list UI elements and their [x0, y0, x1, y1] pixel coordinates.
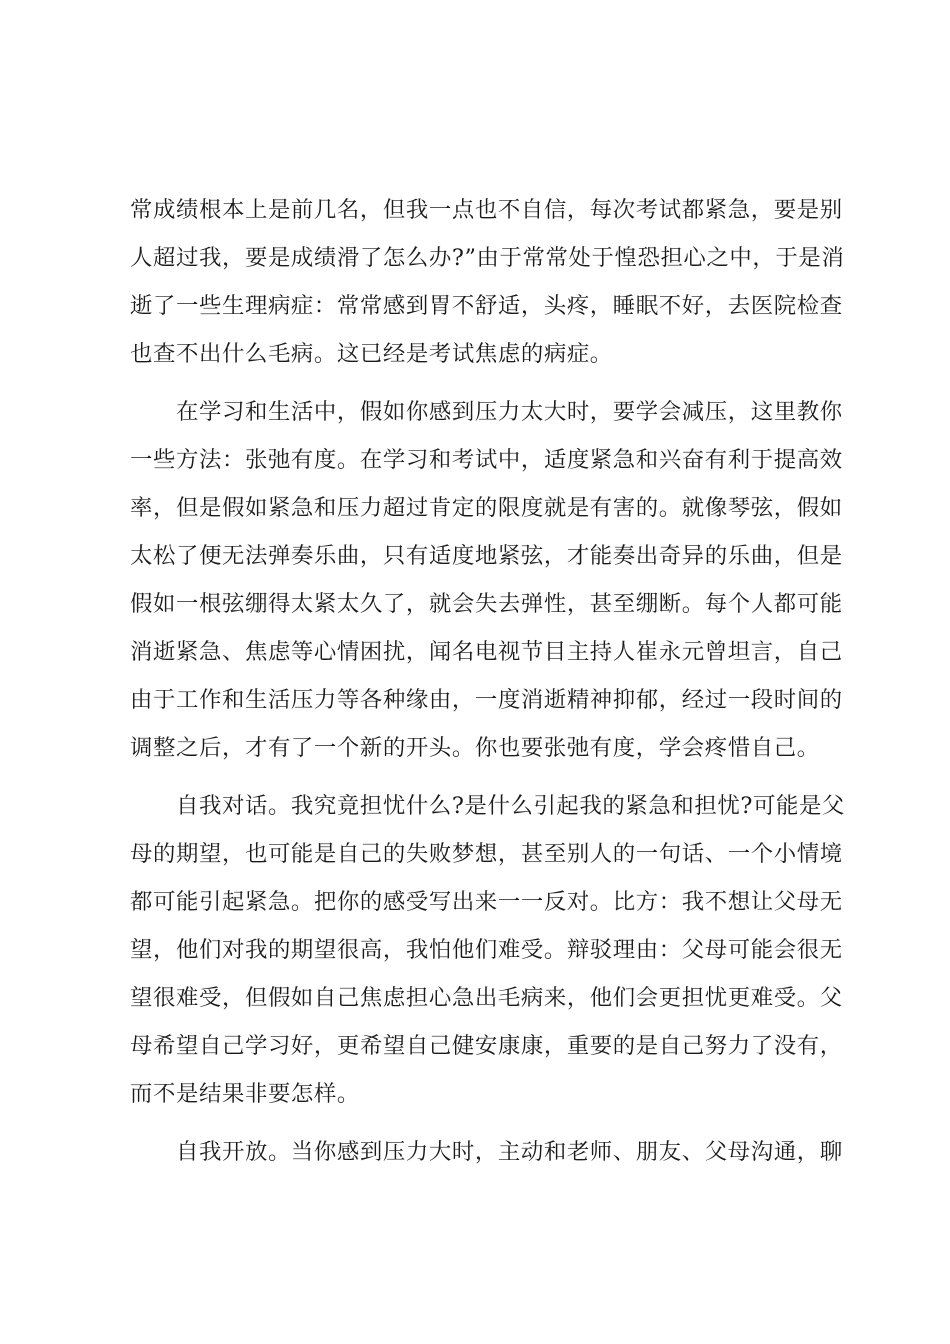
- text-line: 太松了便无法弹奏乐曲，只有适度地紧弦，才能奏出奇异的乐曲，但是: [130, 543, 843, 569]
- text-line: 在学习和生活中，假如你感到压力太大时，要学会减压，这里教你: [130, 399, 843, 425]
- paragraph-exam-anxiety: [130, 186, 845, 378]
- paragraph-self-talk: [130, 782, 845, 1118]
- text-line: 由于工作和生活压力等各种缘由，一度消逝精神抑郁，经过一段时间的: [130, 687, 843, 713]
- text-line: 母希望自己学习好，更希望自己健安康康，重要的是自己努力了没有，: [130, 1033, 843, 1059]
- paragraph-gap: [130, 1118, 830, 1128]
- text-line: 率，但是假如紧急和压力超过肯定的限度就是有害的。就像琴弦，假如: [130, 495, 843, 521]
- text-line: 一些方法：张弛有度。在学习和考试中，适度紧急和兴奋有利于提高效: [130, 447, 843, 473]
- text-line: 都可能引起紧急。把你的感受写出来一一反对。比方：我不想让父母无: [130, 889, 843, 915]
- paragraph-self-openness: [130, 1128, 843, 1176]
- text-line: 也查不出什么毛病。这已经是考试焦虑的病症。: [130, 341, 613, 367]
- body-text: [130, 186, 845, 1176]
- text-line: 而不是结果非要怎样。: [130, 1081, 360, 1107]
- text-line: 自我开放。当你感到压力大时，主动和老师、朋友、父母沟通，聊: [130, 1139, 843, 1165]
- text-line: 逝了一些生理病症：常常感到胃不舒适，头疼，睡眠不好，去医院检查: [130, 293, 843, 319]
- text-line: 常成绩根本上是前几名，但我一点也不自信，每次考试都紧急，要是别: [130, 197, 843, 223]
- text-line: 望很难受，但假如自己焦虑担心急出毛病来，他们会更担忧更难受。父: [130, 985, 843, 1011]
- text-line: 消逝紧急、焦虑等心情困扰，闻名电视节目主持人崔永元曾坦言，自己: [130, 639, 843, 665]
- text-line: 假如一根弦绷得太紧太久了，就会失去弹性，甚至绷断。每个人都可能: [130, 591, 843, 617]
- text-line: 自我对话。我究竟担忧什么?是什么引起我的紧急和担忧?可能是父: [130, 793, 845, 819]
- paragraph-gap: [130, 772, 830, 782]
- paragraph-gap: [130, 378, 830, 388]
- text-line: 母的期望，也可能是自己的失败梦想，甚至别人的一句话、一个小情境: [130, 841, 843, 867]
- text-line: 望，他们对我的期望很高，我怕他们难受。辩驳理由：父母可能会很无: [130, 937, 843, 963]
- text-line: 调整之后，才有了一个新的开头。你也要张弛有度，学会疼惜自己。: [130, 735, 820, 761]
- paragraph-relax-balance: [130, 388, 843, 772]
- text-line: 人超过我，要是成绩滑了怎么办?”由于常常处于惶恐担心之中，于是消: [130, 245, 845, 271]
